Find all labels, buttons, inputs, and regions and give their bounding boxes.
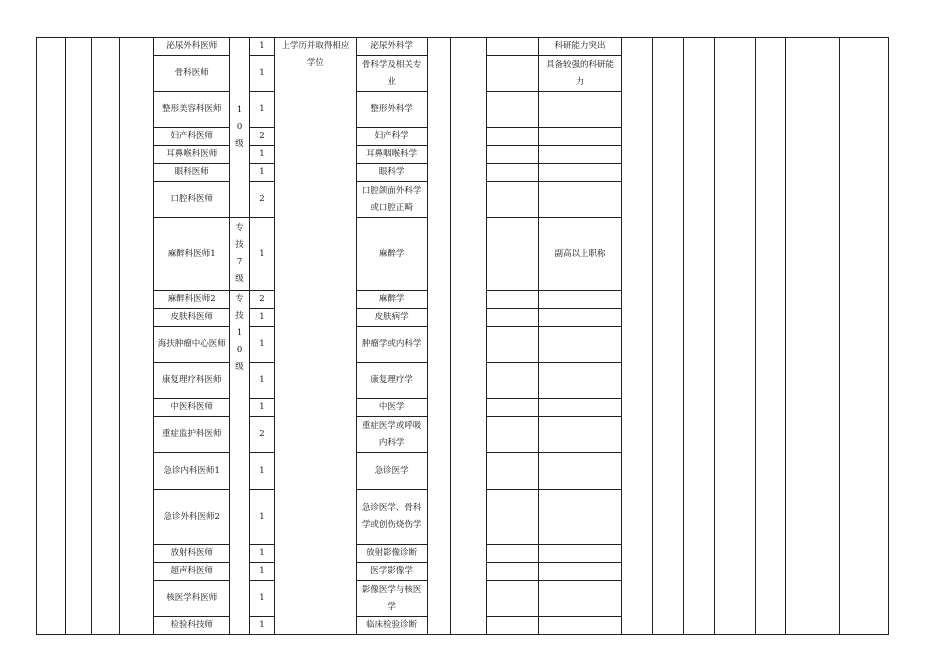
requirement-cell: [538, 453, 621, 490]
major-cell: [356, 417, 427, 453]
position-name: 急诊外科医师2: [163, 511, 220, 522]
position-cell: [154, 92, 230, 128]
position-name: 妇产科医师: [170, 131, 213, 141]
education-text: 上学历并取得相应学位: [281, 41, 350, 68]
count-cell: 1: [249, 218, 274, 291]
position-cell: [154, 545, 230, 563]
major-text: 急诊医学、骨科学或创伤烧伤学: [361, 503, 422, 530]
blank-cell: [486, 56, 538, 92]
requirement-cell: [538, 291, 621, 309]
level-label: 10级: [235, 105, 244, 149]
major-text: 医学影像学: [370, 566, 413, 576]
level-cell: [230, 291, 249, 635]
major-cell: [356, 363, 427, 399]
position-cell: [154, 563, 230, 581]
position-name: 麻醉科医师1: [167, 248, 216, 259]
position-name: 骨科医师: [174, 68, 209, 78]
blank-cell: [486, 417, 538, 453]
blank-cell: [91, 38, 120, 635]
major-cell: [356, 291, 427, 309]
position-name: 海扶肿瘤中心医师: [157, 339, 226, 349]
major-text: 皮肤病学: [374, 312, 409, 322]
blank-cell: [755, 38, 786, 635]
major-cell: [356, 309, 427, 327]
major-cell: [356, 38, 427, 56]
requirement-cell: [538, 563, 621, 581]
major-cell: [356, 563, 427, 581]
major-cell: [356, 581, 427, 617]
position-name: 眼科医师: [174, 167, 209, 177]
requirement-cell: [538, 182, 621, 218]
count-cell: 1: [249, 327, 274, 363]
position-name: 检验科技师: [170, 620, 213, 630]
requirement-cell: [538, 128, 621, 146]
recruitment-table: [36, 37, 889, 635]
position-name: 核医学科医师: [166, 593, 218, 603]
major-text: 麻醉学: [378, 248, 405, 259]
blank-cell: [486, 453, 538, 490]
position-cell: [154, 490, 230, 545]
count-cell: 1: [249, 563, 274, 581]
major-text: 泌尿外科学: [370, 41, 413, 51]
count-cell: 1: [249, 146, 274, 164]
count-cell: 1: [249, 363, 274, 399]
major-cell: [356, 164, 427, 182]
major-cell: [356, 490, 427, 545]
requirement-cell: [538, 218, 621, 291]
major-text: 重症医学或呼吸内科学: [361, 420, 422, 448]
blank-cell: [486, 309, 538, 327]
major-cell: [356, 146, 427, 164]
position-cell: [154, 128, 230, 146]
count-cell: 2: [249, 128, 274, 146]
major-text: 耳鼻咽喉科学: [366, 149, 418, 159]
major-text: 放射影像诊断: [366, 548, 418, 558]
blank-cell: [486, 617, 538, 635]
count-cell: 1: [249, 545, 274, 563]
position-cell: [154, 164, 230, 182]
requirement-cell: [538, 417, 621, 453]
position-cell: [154, 453, 230, 490]
major-text: 临床检验诊断: [366, 620, 418, 630]
count-cell: 1: [249, 453, 274, 490]
position-cell: [154, 399, 230, 417]
count-cell: 2: [249, 291, 274, 309]
requirement-text: 科研能力突出: [554, 41, 606, 51]
major-cell: [356, 56, 427, 92]
requirement-cell: [538, 327, 621, 363]
position-cell: [154, 417, 230, 453]
major-text: 整形外科学: [370, 104, 413, 114]
major-text: 麻醉学: [378, 294, 405, 304]
position-name: 口腔科医师: [170, 194, 213, 204]
blank-cell: [840, 38, 889, 635]
blank-cell: [486, 327, 538, 363]
blank-cell: [486, 291, 538, 309]
count-cell: 1: [249, 399, 274, 417]
major-cell: [356, 128, 427, 146]
count-cell: 1: [249, 309, 274, 327]
requirement-text: 副高以上职称: [554, 248, 606, 259]
blank-cell: [486, 182, 538, 218]
count-cell: 1: [249, 490, 274, 545]
requirement-cell: [538, 38, 621, 56]
position-name: 整形美容科医师: [161, 104, 222, 114]
major-cell: [356, 399, 427, 417]
major-text: 中医学: [378, 402, 405, 412]
count-cell: 1: [249, 92, 274, 128]
position-name: 重症监护科医师: [161, 429, 222, 439]
requirement-cell: [538, 490, 621, 545]
count-cell: 1: [249, 581, 274, 617]
position-name: 皮肤科医师: [170, 312, 213, 322]
requirement-cell: [538, 399, 621, 417]
requirement-cell: [538, 56, 621, 92]
level-label: 专技7级: [235, 223, 244, 284]
major-text: 肿瘤学或内科学: [361, 339, 422, 349]
position-cell: [154, 38, 230, 56]
blank-cell: [486, 490, 538, 545]
major-text: 影像医学与核医学: [361, 584, 422, 612]
position-cell: [154, 218, 230, 291]
requirement-cell: [538, 617, 621, 635]
position-cell: [154, 617, 230, 635]
blank-cell: [486, 146, 538, 164]
position-name: 康复理疗科医师: [161, 375, 222, 385]
position-name: 急诊内科医师1: [163, 465, 220, 476]
blank-cell: [486, 563, 538, 581]
count-cell: 1: [249, 38, 274, 56]
level-label: 专技10级: [235, 294, 244, 372]
requirement-cell: [538, 92, 621, 128]
blank-cell: [427, 38, 450, 635]
major-cell: [356, 218, 427, 291]
blank-cell: [486, 38, 538, 56]
requirement-text: 具备较强的科研能力: [545, 59, 614, 87]
position-cell: [154, 146, 230, 164]
major-cell: [356, 182, 427, 218]
blank-cell: [486, 363, 538, 399]
major-text: 骨科学及相关专业: [361, 59, 422, 87]
blank-cell: [486, 164, 538, 182]
position-cell: [154, 363, 230, 399]
table-row: [37, 38, 889, 56]
blank-cell: [486, 545, 538, 563]
position-name: 中医科医师: [170, 402, 213, 412]
position-name: 麻醉科医师2: [167, 294, 216, 304]
blank-cell: [486, 128, 538, 146]
position-cell: [154, 327, 230, 363]
level-cell: [230, 38, 249, 218]
requirement-cell: [538, 164, 621, 182]
blank-cell: [120, 38, 154, 635]
count-cell: 1: [249, 164, 274, 182]
blank-cell: [622, 38, 653, 635]
major-cell: [356, 453, 427, 490]
position-name: 耳鼻喉科医师: [166, 149, 218, 159]
count-cell: 1: [249, 617, 274, 635]
blank-cell: [684, 38, 715, 635]
major-cell: [356, 92, 427, 128]
blank-cell: [37, 38, 66, 635]
major-text: 妇产科学: [374, 131, 409, 141]
blank-cell: [486, 218, 538, 291]
blank-cell: [652, 38, 684, 635]
blank-cell: [486, 399, 538, 417]
position-cell: [154, 309, 230, 327]
count-cell: 2: [249, 182, 274, 218]
position-name: 放射科医师: [170, 548, 213, 558]
blank-cell: [65, 38, 91, 635]
major-cell: [356, 327, 427, 363]
position-name: 超声科医师: [170, 566, 213, 576]
position-cell: [154, 56, 230, 92]
blank-cell: [486, 581, 538, 617]
position-cell: [154, 182, 230, 218]
major-text: 口腔颌面外科学或口腔正畸: [361, 185, 422, 213]
position-cell: [154, 581, 230, 617]
requirement-cell: [538, 545, 621, 563]
count-cell: 1: [249, 56, 274, 92]
level-cell: [230, 218, 249, 291]
requirement-cell: [538, 309, 621, 327]
major-cell: [356, 617, 427, 635]
requirement-cell: [538, 363, 621, 399]
major-text: 康复理疗学: [370, 375, 413, 385]
major-text: 眼科学: [378, 167, 405, 177]
count-cell: 2: [249, 417, 274, 453]
position-name: 泌尿外科医师: [166, 41, 218, 51]
position-cell: [154, 291, 230, 309]
blank-cell: [486, 92, 538, 128]
blank-cell: [451, 38, 487, 635]
requirement-cell: [538, 581, 621, 617]
requirement-cell: [538, 146, 621, 164]
major-text: 急诊医学: [374, 465, 409, 476]
major-cell: [356, 545, 427, 563]
blank-cell: [786, 38, 840, 635]
education-cell: [275, 38, 356, 635]
blank-cell: [714, 38, 755, 635]
